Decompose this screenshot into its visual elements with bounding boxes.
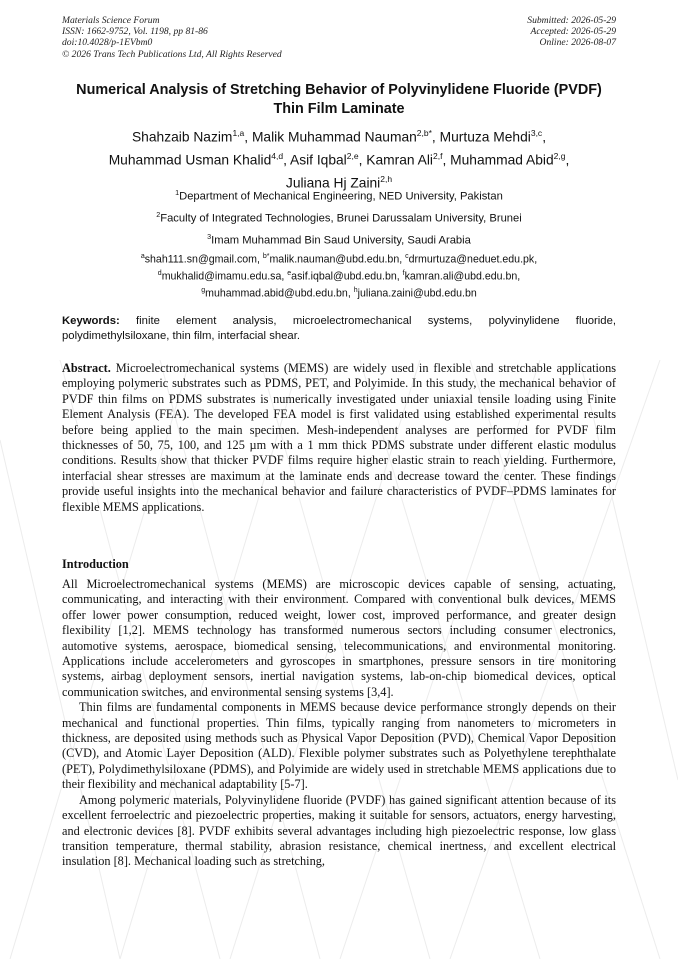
submitted-date: Submitted: 2026-05-29: [527, 15, 616, 26]
email-address: mukhalid@imamu.edu.sa: [161, 270, 282, 283]
journal-doi: doi:10.4028/p-1EVbm0: [62, 37, 153, 49]
author-name: Juliana Hj Zaini: [285, 175, 381, 191]
email-address: juliana.zaini@ubd.edu.bn: [357, 287, 477, 300]
author-name: Kamran Ali: [366, 152, 433, 168]
email-address: kamran.ali@ubd.edu.bn: [404, 270, 518, 283]
accepted-date: Accepted: 2026-05-29: [530, 26, 616, 38]
author-affiliation-mark: 3,c: [530, 128, 543, 138]
journal-issn: ISSN: 1662-9752, Vol. 1198, pp 81-86: [62, 26, 208, 38]
author-name: Asif Iqbal: [290, 152, 347, 168]
email-address: asif.iqbal@ubd.edu.bn: [291, 270, 397, 283]
introduction-paragraph: All Microelectromechanical systems (MEMS) are microscopic devices capable of sensing, actuating, communicating, and interacting with their environment. Compared with conventional bulk devices, MEMS offer lower power consumption, reduced weight, lower cost, improved performance, and greater design flexibility [1,2]. MEMS technology has transformed numerous sectors including consumer electronics, automotive systems, aerospace, biomedical sensing, telecommunications, and environmental monitoring. Applications include accelerometers and gyroscopes in smartphones, pressure sensors in tire monitoring systems, airbag deployment sensors, inertial navigation systems, lab-on-chip biomedical devices, optical communication switches, and environmental sensing systems [3,4].: [62, 577, 616, 699]
introduction-body: [62, 577, 616, 870]
author-affiliation-mark: 1,a: [232, 128, 245, 138]
abstract-section: [62, 361, 616, 515]
introduction-heading: Introduction: [62, 557, 129, 571]
author-emails: $^a$shah111.sn@gmail.com, $^{b*}$malik.nauman@ubd.edu.bn, $^c$drmurtuza@neduet.edu.pk, $^d$mukhalid@imamu.edu.sa, $^e$asif.iqbal@ubd.edu.bn, $^f$kamran.ali@ubd.edu.bn, $^g$muhammad.abid@ubd.edu.bn, $^h$juliana.zaini@ubd.edu.bn: [140, 253, 538, 300]
author-name: Shahzaib Nazim: [131, 129, 233, 145]
author-name: Murtuza Mehdi: [439, 129, 531, 145]
author-affiliation-mark: 2,h: [380, 173, 393, 184]
affiliation-3: $^3$Imam Muhammad Bin Saud University, Saudi Arabia: [207, 232, 471, 247]
introduction-paragraph: Thin films are fundamental components in MEMS because device performance strongly depends on their mechanical and functional properties. Thin films, typically ranging from nanometers to micrometers in thickness, are deposited using methods such as Physical Vapor Deposition (PVD), Chemical Vapor Deposition (CVD), and Atomic Layer Deposition (ALD). Flexible polymer substrates such as Polyethylene terephthalate (PET), Polydimethylsiloxane (PDMS), and Polyimide are widely used in stretchable MEMS applications due to their flexibility and mechanical adaptability [5-7].: [62, 700, 616, 792]
online-date: Online: 2026-08-07: [539, 37, 616, 49]
email-address: muhammad.abid@ubd.edu.bn: [205, 287, 348, 300]
journal-header-left: [62, 15, 282, 60]
author-affiliation-mark: 4,d: [271, 150, 284, 161]
author-affiliation-mark: 2,f: [432, 150, 443, 161]
author-affiliation-mark: 2,b*: [416, 128, 432, 138]
author-name: Muhammad Usman Khalid: [108, 152, 272, 168]
abstract-text: Microelectromechanical systems (MEMS) are widely used in flexible and stretchable applications employing polymeric substrates such as PDMS, PET, and Polyimide. In this study, the mechanical behavior of PVDF thin films on PDMS substrates is numerically investigated under uniaxial tensile loading using Finite Element Analysis (FEA). The developed FEA model is first validated using established experimental results before being applied to the main specimen. Mesh-independent analyses are performed for PVDF film thicknesses of 50, 75, 100, and 125 µm with a 1 mm thick PDMS substrate under different elastic modulus conditions. Results show that thicker PVDF films require higher elastic strain to reach yielding. Furthermore, interfacial shear stresses are maximum at the laminate ends and decrease toward the center. These findings provide useful insights into the mechanical behavior and failure characteristics of PVDF–PDMS laminates for flexible MEMS applications.: [62, 361, 616, 514]
author-list: Shahzaib Nazim$^{1,a}$, Malik Muhammad Nauman$^{2,b*}$, Murtuza Mehdi$^{3,c}$, Muhammad Usman Khalid$^{4,d}$, Asif Iqbal$^{2,e}$, Kamran Ali$^{2,f}$, Muhammad Abid$^{2,g}$, Juliana Hj Zaini$^{2,h}$: [108, 128, 570, 191]
author-affiliation-mark: 2,g: [553, 150, 566, 161]
author-name: Malik Muhammad Nauman: [251, 129, 417, 145]
email-address: shah111.sn@gmail.com: [144, 253, 257, 266]
keywords-text: finite element analysis, microelectromechanical systems, polyvinylidene fluoride, polydimethylsiloxane, thin film, interfacial shear.: [62, 315, 616, 342]
introduction-paragraph: Among polymeric materials, Polyvinylidene fluoride (PVDF) has gained significant attention because of its excellent ferroelectric and piezoelectric properties, making it suitable for sensors, actuators, energy harvesting, and electronic devices [8]. PVDF exhibits several advantages including high piezoelectric response, low glass transition temperature, thermal stability, abrasion resistance, chemical inertness, and excellent electrical insulation [8]. Mechanical loading such as stretching,: [62, 792, 616, 869]
journal-copyright: © 2026 Trans Tech Publications Ltd, All Rights Reserved: [62, 48, 282, 60]
author-name: Muhammad Abid: [450, 152, 554, 168]
email-address: malik.nauman@ubd.edu.bn: [269, 253, 400, 266]
author-affiliation-mark: 2,e: [346, 150, 359, 161]
keywords-label: Keywords:: [62, 315, 120, 327]
paper-title: Numerical Analysis of Stretching Behavior of Polyvinylidene Fluoride (PVDF) Thin Film Laminate: [76, 82, 602, 117]
affiliation-1: $^1$Department of Mechanical Engineering, NED University, Pakistan: [175, 188, 503, 203]
abstract-label: Abstract.: [62, 361, 111, 375]
email-address: drmurtuza@neduet.edu.pk: [408, 253, 535, 266]
journal-header-right: [527, 15, 616, 49]
journal-name: Materials Science Forum: [62, 15, 160, 26]
keywords-section: [62, 314, 616, 343]
affiliation-2: $^2$Faculty of Integrated Technologies, Brunei Darussalam University, Brunei: [156, 210, 522, 225]
